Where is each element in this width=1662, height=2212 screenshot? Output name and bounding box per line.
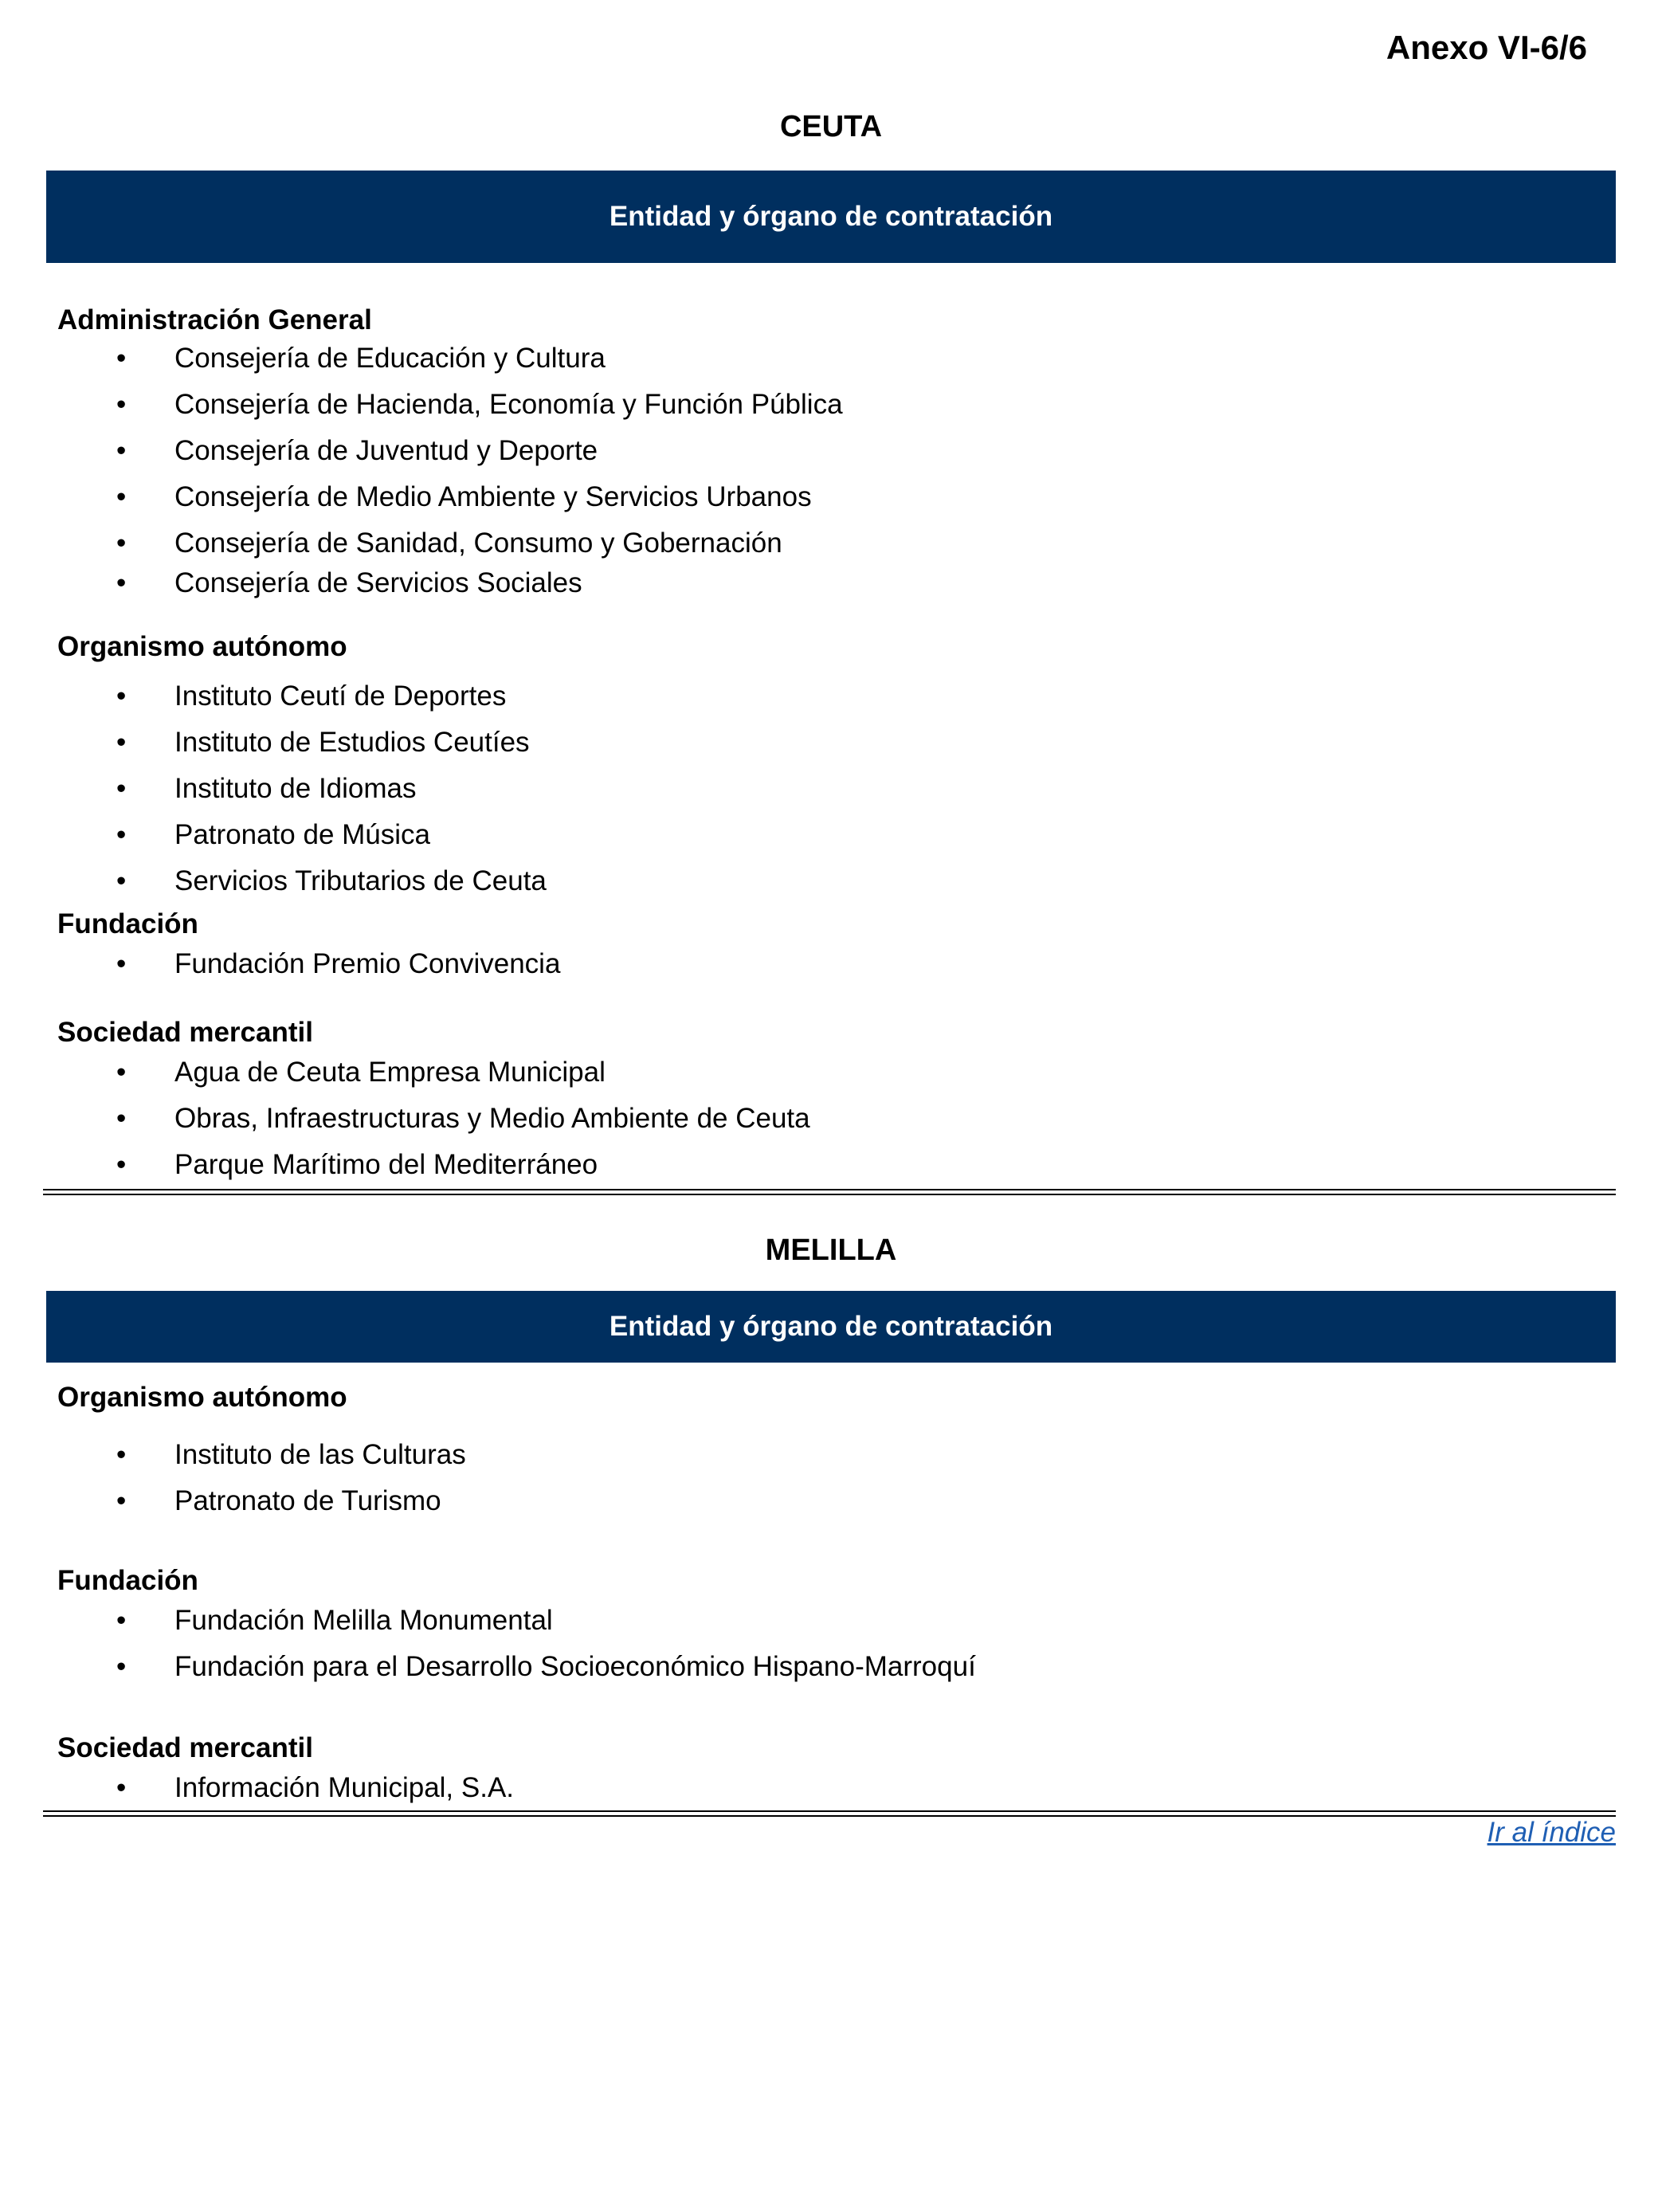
bullet-icon: • <box>116 389 127 420</box>
ceuta-section-divider <box>43 1189 1616 1195</box>
melilla-table-header <box>46 1291 1616 1363</box>
page-label: Anexo VI-6/6 <box>1386 29 1587 66</box>
bullet-icon: • <box>116 948 127 979</box>
ceuta-title: CEUTA <box>779 110 883 143</box>
melilla-group-title: Fundación <box>57 1565 198 1596</box>
ceuta-group-title: Sociedad mercantil <box>57 1017 313 1048</box>
bullet-icon: • <box>116 819 127 850</box>
bullet-icon: • <box>116 773 127 804</box>
bullet-icon: • <box>116 1772 127 1803</box>
bullet-icon: • <box>116 680 127 712</box>
melilla-title: MELILLA <box>765 1233 897 1267</box>
index-link[interactable]: Ir al índice <box>1487 1817 1616 1848</box>
bullet-icon: • <box>116 343 127 374</box>
ceuta-group-title: Fundación <box>57 908 198 939</box>
ceuta-table-header <box>46 171 1616 263</box>
bullet-icon: • <box>116 1103 127 1134</box>
bullet-icon: • <box>116 865 127 896</box>
bullet-icon: • <box>116 727 127 758</box>
ceuta-group-title: Organismo autónomo <box>57 631 347 662</box>
melilla-group-title: Organismo autónomo <box>57 1382 347 1413</box>
bullet-icon: • <box>116 567 127 598</box>
bullet-icon: • <box>116 1485 127 1516</box>
bullet-icon: • <box>116 435 127 466</box>
ceuta-table-header-label: Entidad y órgano de contratación <box>609 201 1053 232</box>
melilla-group-title: Sociedad mercantil <box>57 1732 313 1763</box>
melilla-section-divider <box>43 1810 1616 1817</box>
bullet-icon: • <box>116 1605 127 1636</box>
melilla-table-header-label: Entidad y órgano de contratación <box>609 1311 1053 1342</box>
bullet-icon: • <box>116 1439 127 1470</box>
bullet-icon: • <box>116 1057 127 1088</box>
ceuta-group-title: Administración General <box>57 304 372 335</box>
bullet-icon: • <box>116 481 127 512</box>
bullet-icon: • <box>116 1149 127 1180</box>
bullet-icon: • <box>116 1651 127 1682</box>
bullet-icon: • <box>116 528 127 559</box>
